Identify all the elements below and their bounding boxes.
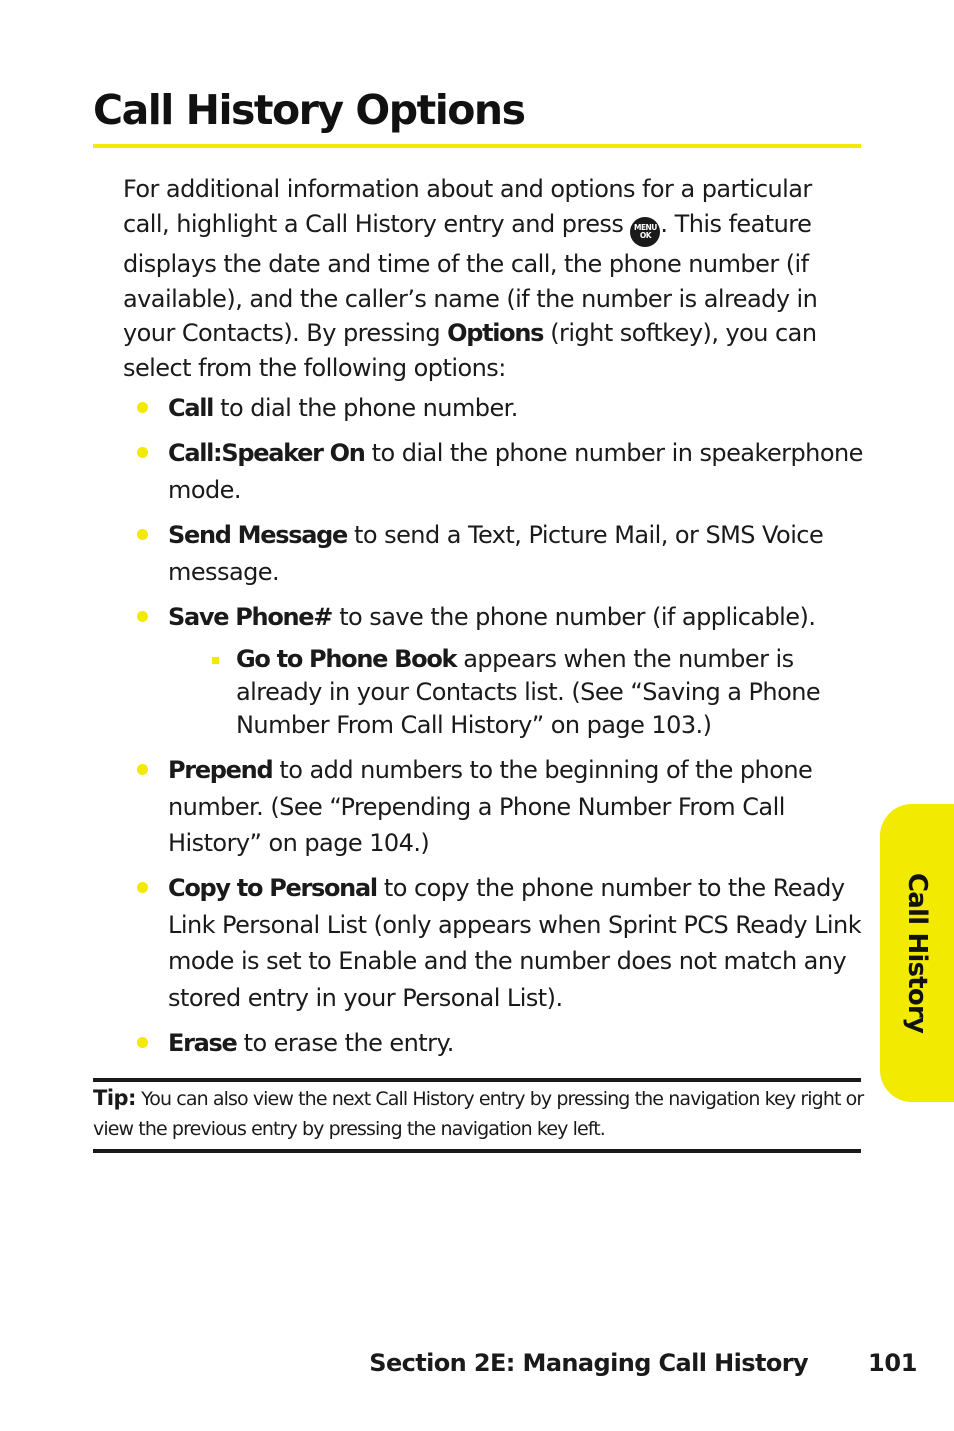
option-term: Copy to Personal	[168, 874, 377, 902]
sub-bullet-icon	[212, 657, 219, 664]
tip-rule-bottom	[93, 1149, 861, 1153]
bullet-icon	[137, 447, 148, 458]
option-text: to dial the phone number in speakerphone mode.	[168, 439, 863, 504]
option-item	[168, 517, 868, 590]
option-item	[168, 1025, 868, 1062]
tip-rule-top	[93, 1078, 861, 1082]
option-term: Call:Speaker On	[168, 439, 365, 467]
option-item	[168, 752, 868, 862]
options-word: Options	[447, 319, 544, 348]
menu-ok-key-icon: MENU OK	[630, 217, 660, 247]
bullet-icon	[137, 764, 148, 775]
footer-section-title: Section 2E: Managing Call History	[369, 1349, 808, 1377]
option-item	[168, 390, 868, 427]
tip-label: Tip:	[93, 1086, 136, 1110]
option-term: Save Phone#	[168, 603, 333, 631]
page-number: 101	[868, 1349, 918, 1377]
sub-option-item	[236, 643, 856, 742]
tip-text: You can also view the next Call History entry by pressing the navigation key right or view the previous entry by pressing the navigation key left.	[93, 1088, 864, 1140]
option-term: Prepend	[168, 756, 273, 784]
option-text: to dial the phone number.	[213, 394, 518, 422]
option-text: to erase the entry.	[236, 1029, 454, 1057]
bullet-icon	[137, 882, 148, 893]
intro-paragraph	[123, 172, 863, 386]
option-text: to add numbers to the beginning of the phone number. (See “Prepending a Phone Number From Call History” on page 104.)	[168, 756, 813, 857]
option-text: to save the phone number (if applicable).	[332, 603, 816, 631]
bullet-icon	[137, 611, 148, 622]
bullet-icon	[137, 529, 148, 540]
page-title: Call History Options	[93, 86, 525, 134]
option-item	[168, 870, 868, 1016]
option-text: to copy the phone number to the Ready Link Personal List (only appears when Sprint PCS Ready Link mode is set to Enable and the number does not match any stored entry in your Personal List).	[168, 874, 862, 1012]
option-text: to send a Text, Picture Mail, or SMS Voice message.	[168, 521, 824, 586]
option-term: Call	[168, 394, 214, 422]
sub-option-term: Go to Phone Book	[236, 645, 457, 673]
title-rule	[93, 144, 861, 148]
intro-text-3: (right softkey), you can select from the following options:	[123, 319, 817, 383]
option-term: Send Message	[168, 521, 347, 549]
option-item	[168, 435, 868, 508]
tip-note	[93, 1083, 873, 1144]
option-item	[168, 599, 868, 636]
intro-text-1: For additional information about and options for a particular call, highlight a Call History entry and press	[123, 175, 812, 238]
option-term: Erase	[168, 1029, 237, 1057]
side-tab-label: Call History	[902, 872, 932, 1034]
bullet-icon	[137, 402, 148, 413]
intro-text-2: . This feature displays the date and time of the call, the phone number (if available), and the caller’s name (if the number is already in your Contacts). By pressing	[123, 209, 818, 348]
bullet-icon	[137, 1037, 148, 1048]
sub-option-text: appears when the number is already in your Contacts list. (See “Saving a Phone Number From Call History” on page 103.)	[236, 645, 821, 739]
